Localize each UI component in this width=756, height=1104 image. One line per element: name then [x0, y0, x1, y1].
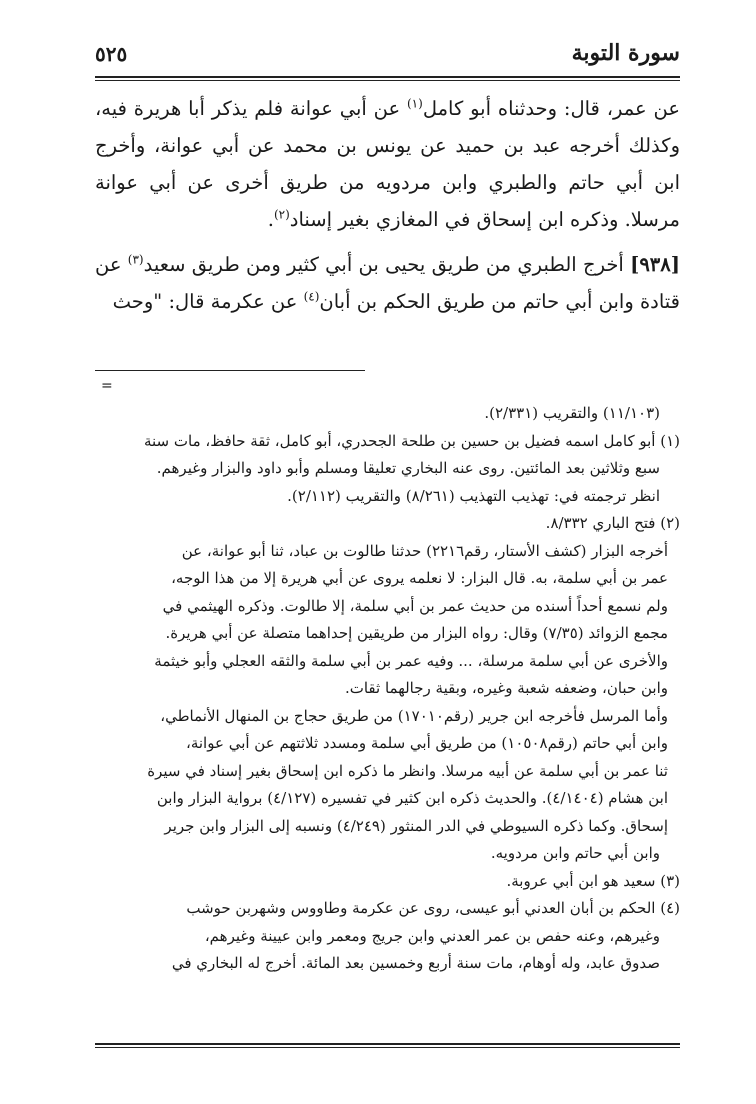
document-page — [95, 40, 680, 1070]
continuation-mark: = — [101, 378, 113, 394]
footnote-3: (٣) سعيد هو ابن أبي عروبة. — [506, 871, 680, 890]
footnote-ref-1[interactable]: (١) — [406, 96, 423, 111]
footnote-2-line-9: ثنا عمر بن أبي سلمة عن أبيه مرسلا. وانظر ما ذكره ابن إسحاق بغير إسناد في سيرة — [147, 761, 668, 780]
footnote-2-line-11: إسحاق. وكما ذكره السيوطي في الدر المنثور (٤/٢٤٩) ونسبه إلى البزار وابن جرير — [164, 816, 668, 835]
page-number: ٥٢٥ — [95, 42, 128, 66]
header-rule — [95, 76, 680, 78]
footnote-ref-4[interactable]: (٤) — [303, 289, 320, 304]
footnote-2-title: (٢) فتح الباري ٨/٣٣٢. — [545, 514, 680, 532]
footnotes — [95, 400, 680, 978]
paragraph-2: [٩٣٨] أخرج الطبري من طريق يحيى بن أبي كثير ومن طريق سعيد$^{(٣)}$ عن قتادة وابن أبي حاتم من طريق الحكم بن أبان$^{(٤)}$ عن عكرمة قال: "وحث — [95, 252, 680, 313]
footnote-separator — [95, 370, 365, 371]
footnote-2-line-1: أخرجه البزار (كشف الأستار، رقم٢٢١٦) حدثنا طالوت بن عباد، ثنا أبو عوانة، عن — [181, 541, 668, 560]
page-header — [95, 40, 680, 76]
footnote-4-line-1: (٤) الحكم بن أبان العدني أبو عيسى، روى عن عكرمة وطاووس وشهربن حوشب — [186, 899, 680, 917]
footnote-continuation: (١١/١٠٣) والتقريب (٢/٣٣١). — [484, 404, 660, 422]
footnote-2-line-8: وابن أبي حاتم (رقم١٠٥٠٨) من طريق أبي سلمة ومسدد ثلاثتهم عن أبي عوانة، — [186, 734, 668, 752]
footer-rule — [95, 1043, 680, 1045]
footnote-2-line-10: ابن هشام (٤/١٤٠٤). والحديث ذكره ابن كثير في تفسيره (٤/١٢٧) برواية البزار وابن — [156, 789, 668, 807]
footnote-2-line-6: وابن حبان، وضعفه شعبة وغيره، وبقية رجالهما ثقات. — [344, 679, 668, 697]
footnote-ref-3[interactable]: (٣) — [127, 252, 144, 267]
main-text — [95, 90, 680, 320]
footnote-2-line-3: ولم نسمع أحداً أسنده من حديث عمر بن أبي سلمة، إلا طالوت. وذكره الهيثمي في — [162, 596, 668, 615]
footnote-4-line-3: صدوق عابد، وله أوهام، مات سنة أربع وخمسين بعد المائة. أخرج له البخاري في — [171, 954, 660, 972]
footnote-2-line-2: عمر بن أبي سلمة، به. قال البزار: لا نعلمه يروى عن أبي هريرة إلا من هذا الوجه، — [171, 569, 668, 587]
paragraph-1: عن عمر، قال: وحدثناه أبو كامل$^{(١)}$ عن أبي عوانة فلم يذكر أبا هريرة فيه، وكذلك أخرجه عبد بن حميد عن يونس بن محمد عن أبي عوانة، وأخرج ابن أبي حاتم والطبري وابن مردويه من طريق أخرى عن أبي عوانة مرسلا. وذكره ابن إسحاق في المغازي بغير إسناد$^{(٢)}$. — [95, 96, 681, 231]
footer-rule-thin — [95, 1047, 680, 1048]
footnote-2-line-12: وابن أبي حاتم وابن مردويه. — [490, 844, 660, 862]
footnote-4-line-2: وغيرهم، وعنه حفص بن عمر العدني وابن جريج ومعمر وابن عيينة وغيرهم، — [204, 926, 660, 945]
footnote-ref-2[interactable]: (٢) — [273, 207, 290, 222]
header-rule-thin — [95, 80, 680, 81]
footnote-1-line-3: انظر ترجمته في: تهذيب التهذيب (٨/٢٦١) والتقريب (٢/١١٢). — [287, 486, 660, 505]
footnote-2-line-5: والأخرى عن أبي سلمة مرسلة، ... وفيه عمر بن أبي سلمة والثقه العجلي وأبو خيثمة — [154, 651, 668, 670]
footnote-1-line-2: سبع وثلاثين بعد المائتين. روى عنه البخاري تعليقا ومسلم وأبو داود والبزار وغيرهم. — [156, 459, 660, 477]
footnote-2-line-4: مجمع الزوائد (٧/٣٥) وقال: رواه البزار من طريقين إحداهما متصلة عن أبي هريرة. — [165, 624, 668, 642]
surah-title: سورة التوبة — [571, 40, 680, 66]
hadith-number: [٩٣٨] — [630, 253, 680, 276]
footnote-1-line-1: (١) أبو كامل اسمه فضيل بن حسين بن طلحة الجحدري، أبو كامل، ثقة حافظ، مات سنة — [143, 431, 680, 450]
footnote-2-line-7: وأما المرسل فأخرجه ابن جرير (رقم١٧٠١٠) من طريق حجاج بن المنهال الأنماطي، — [160, 706, 668, 725]
